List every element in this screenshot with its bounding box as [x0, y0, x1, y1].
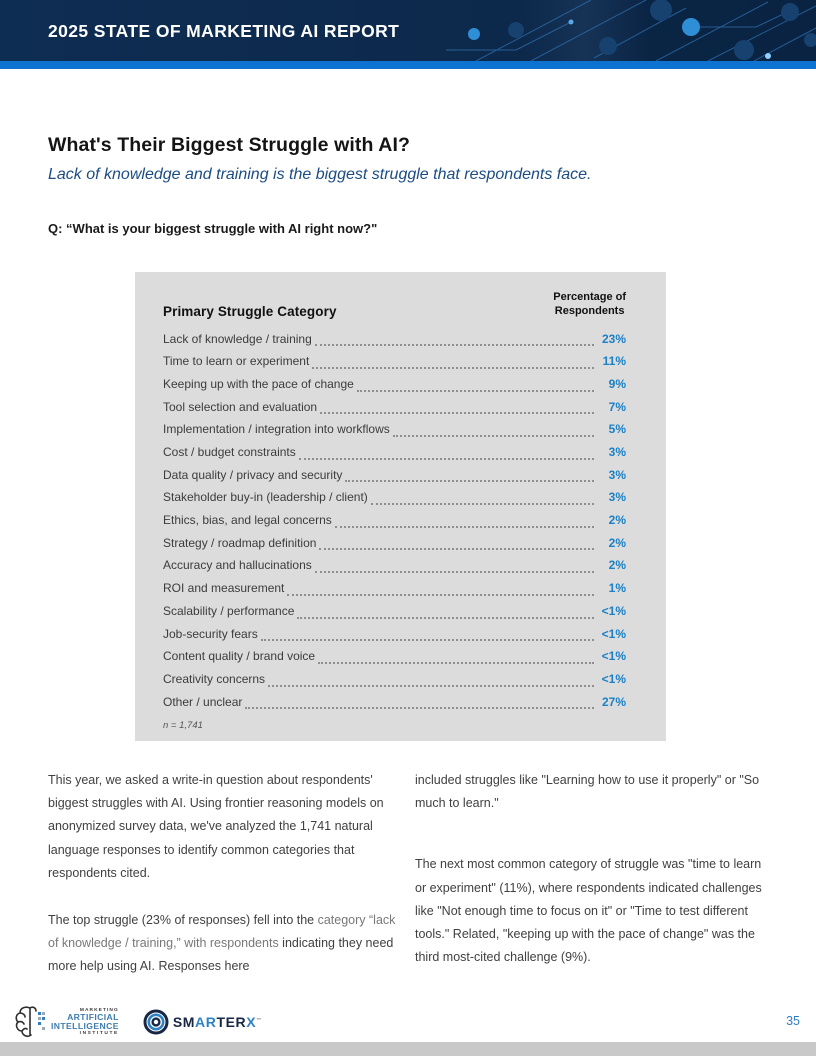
dot-leader — [345, 480, 594, 482]
sample-size-note: n = 1,741 — [163, 720, 203, 732]
table-row — [163, 373, 626, 396]
dot-leader — [371, 503, 594, 505]
dot-leader — [261, 639, 594, 641]
page-number: 35 — [786, 1014, 800, 1028]
row-value: 3% — [608, 467, 626, 482]
maii-line-artificial: ARTIFICIAL — [67, 1011, 119, 1022]
row-value: 2% — [608, 535, 626, 550]
brain-icon — [14, 1004, 48, 1040]
table-header-row — [163, 290, 626, 319]
paragraph-segment: indicating they need more help using AI. Responses here — [48, 936, 394, 974]
table-row — [163, 328, 626, 351]
row-label: Content quality / brand voice — [163, 649, 316, 664]
column-header-percentage — [553, 290, 626, 319]
row-value: 1% — [608, 581, 626, 596]
row-label: Other / unclear — [163, 694, 243, 709]
dot-leader — [268, 685, 594, 687]
table-row — [163, 441, 626, 464]
smarterx-seg: SM — [172, 1014, 196, 1030]
row-value: 3% — [608, 445, 626, 460]
row-label: ROI and measurement — [163, 581, 285, 596]
row-label: Tool selection and evaluation — [163, 399, 318, 414]
row-value: <1% — [601, 626, 626, 641]
row-value: 27% — [601, 694, 626, 709]
row-value: <1% — [601, 603, 626, 618]
dot-leader — [297, 617, 594, 619]
footer-logos — [14, 1000, 262, 1044]
table-row — [163, 691, 626, 714]
smarterx-icon — [143, 1009, 169, 1035]
row-value: 5% — [608, 422, 626, 437]
dot-leader — [335, 526, 594, 528]
header-banner — [0, 0, 816, 61]
report-title: 2025 STATE OF MARKETING AI REPORT — [48, 21, 400, 41]
paragraph — [48, 909, 407, 979]
dot-leader — [393, 435, 594, 437]
row-label: Scalability / performance — [163, 603, 295, 618]
row-value: 23% — [601, 331, 626, 346]
maii-line-institute: INSTITUTE — [79, 1031, 119, 1037]
paragraph-segment-muted: category “lack of knowledge / training,” with respondents — [48, 913, 396, 951]
table-row — [163, 623, 626, 646]
survey-question: Q: “What is your biggest struggle with AI right now?" — [48, 221, 378, 236]
table-row — [163, 668, 626, 691]
table-row — [163, 464, 626, 487]
dot-leader — [312, 367, 594, 369]
dot-leader — [357, 390, 594, 392]
maii-logo-text — [51, 1008, 119, 1036]
row-value: 7% — [608, 399, 626, 414]
table-row — [163, 600, 626, 623]
row-label: Keeping up with the pace of change — [163, 376, 354, 391]
row-value: 9% — [608, 376, 626, 391]
table-row — [163, 532, 626, 555]
accent-stripe — [0, 61, 816, 69]
column-header-category: Primary Struggle Category — [163, 303, 337, 319]
table-row — [163, 577, 626, 600]
smarterx-wordmark — [173, 1014, 262, 1030]
dot-leader — [245, 707, 594, 709]
row-value: 11% — [602, 354, 626, 369]
table-row — [163, 554, 626, 577]
smarterx-seg: AR — [195, 1014, 217, 1030]
dot-leader — [320, 412, 594, 414]
dot-leader — [315, 344, 594, 346]
table-row — [163, 486, 626, 509]
row-label: Strategy / roadmap definition — [163, 535, 317, 550]
trademark-symbol: ™ — [256, 1017, 262, 1024]
smarterx-seg: TER — [216, 1014, 247, 1030]
paragraph: This year, we asked a write-in question about respondents' biggest struggles with AI. Using frontier reasoning models on anonymized survey data, we've analyzed the 1,741 natural language responses to identify common categories that respondents cited. — [48, 773, 384, 880]
page-subtitle: Lack of knowledge and training is the biggest struggle that respondents face. — [48, 166, 592, 183]
row-label: Ethics, bias, and legal concerns — [163, 513, 332, 528]
column-header-percentage-line2: Respondents — [554, 305, 625, 318]
bottom-bar — [0, 1042, 816, 1056]
maii-logo — [14, 1004, 119, 1040]
maii-line-intelligence: INTELLIGENCE — [51, 1021, 119, 1031]
table-row — [163, 396, 626, 419]
row-label: Creativity concerns — [163, 671, 266, 686]
table-row — [163, 350, 626, 373]
dot-leader — [299, 458, 594, 460]
table-row — [163, 418, 626, 441]
row-value: 2% — [608, 558, 626, 573]
row-label: Implementation / integration into workflows — [163, 422, 390, 437]
right-column — [415, 769, 771, 993]
circuit-pattern-icon — [356, 0, 816, 61]
smarterx-logo — [143, 1009, 262, 1035]
dot-leader — [319, 548, 594, 550]
maii-line-marketing: MARKETING — [79, 1007, 119, 1013]
row-label: Accuracy and hallucinations — [163, 558, 312, 573]
dot-leader — [318, 662, 594, 664]
row-value: <1% — [601, 671, 626, 686]
smarterx-seg: X — [246, 1014, 257, 1030]
row-value: <1% — [601, 649, 626, 664]
dot-leader — [315, 571, 594, 573]
row-label: Time to learn or experiment — [163, 354, 310, 369]
table-row — [163, 645, 626, 668]
paragraph: The next most common category of struggle was "time to learn or experiment" (11%), where respondents indicated challenges like "Not enough time to focus on it" or "Time to test different tools." Related, "keeping up with the pace of change" was the third most-cited challenge (9%). — [415, 857, 762, 965]
dot-leader — [287, 594, 594, 596]
row-value: 3% — [608, 490, 626, 505]
column-header-percentage-line1: Percentage of — [553, 291, 626, 303]
row-label: Stakeholder buy-in (leadership / client) — [163, 490, 368, 505]
row-label: Job-security fears — [163, 626, 258, 641]
left-column — [48, 769, 407, 1003]
row-label: Lack of knowledge / training — [163, 331, 312, 346]
struggle-table-panel — [135, 272, 666, 741]
row-label: Data quality / privacy and security — [163, 467, 343, 482]
row-value: 2% — [608, 513, 626, 528]
page-title: What's Their Biggest Struggle with AI? — [48, 134, 410, 156]
row-label: Cost / budget constraints — [163, 445, 296, 460]
paragraph: included struggles like "Learning how to use it properly" or "So much to learn." — [415, 773, 760, 811]
paragraph-segment: The top struggle (23% of responses) fell into the — [48, 913, 318, 928]
table-row — [163, 509, 626, 532]
